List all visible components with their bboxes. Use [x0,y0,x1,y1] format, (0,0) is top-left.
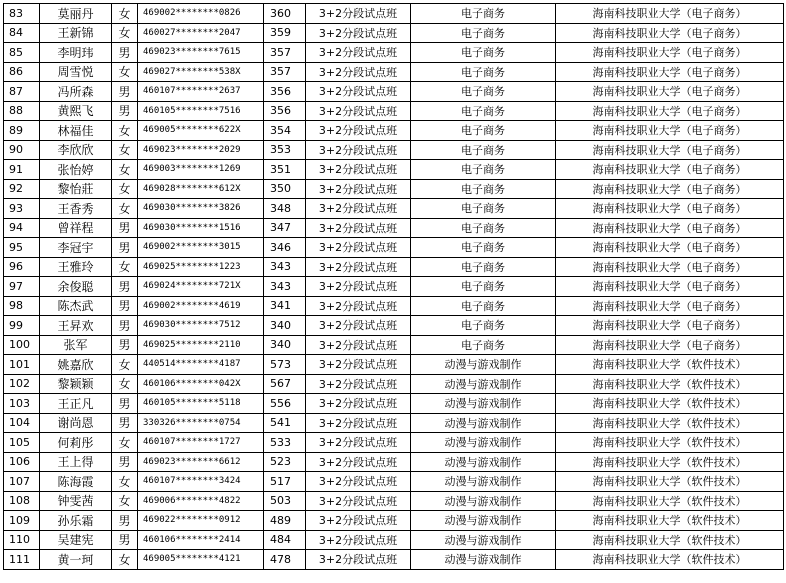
major-cell: 电子商务 [411,62,556,82]
class-type-cell: 3+2分段试点班 [306,43,411,63]
student-name-cell: 黎颖颖 [40,374,112,394]
id-number-cell: 460105********5118 [138,394,264,414]
class-type-cell: 3+2分段试点班 [306,472,411,492]
student-name-cell: 何莉彤 [40,433,112,453]
gender-cell: 女 [112,179,138,199]
major-cell: 电子商务 [411,277,556,297]
score-cell: 343 [264,277,306,297]
table-row [4,160,784,180]
seq-number-cell: 88 [4,101,40,121]
id-number-cell: 469025********2110 [138,335,264,355]
seq-number-cell: 97 [4,277,40,297]
id-number-cell: 469003********1269 [138,160,264,180]
score-cell: 360 [264,4,306,24]
student-name-cell: 余俊聪 [40,277,112,297]
university-cell: 海南科技职业大学（电子商务） [556,140,784,160]
gender-cell: 男 [112,394,138,414]
gender-cell: 男 [112,238,138,258]
major-cell: 动漫与游戏制作 [411,355,556,375]
university-cell: 海南科技职业大学（软件技术） [556,394,784,414]
student-name-cell: 姚嘉欣 [40,355,112,375]
score-cell: 484 [264,530,306,550]
student-name-cell: 陈杰武 [40,296,112,316]
gender-cell: 女 [112,355,138,375]
university-cell: 海南科技职业大学（软件技术） [556,433,784,453]
score-cell: 350 [264,179,306,199]
id-number-cell: 440514********4187 [138,355,264,375]
table-row [4,257,784,277]
id-number-cell: 469024********721X [138,277,264,297]
score-cell: 340 [264,316,306,336]
class-type-cell: 3+2分段试点班 [306,277,411,297]
table-row [4,296,784,316]
class-type-cell: 3+2分段试点班 [306,238,411,258]
student-name-cell: 孙乐霜 [40,511,112,531]
class-type-cell: 3+2分段试点班 [306,316,411,336]
major-cell: 电子商务 [411,43,556,63]
major-cell: 电子商务 [411,218,556,238]
table-row [4,550,784,570]
table-row [4,62,784,82]
gender-cell: 男 [112,218,138,238]
gender-cell: 女 [112,472,138,492]
student-name-cell: 李欣欣 [40,140,112,160]
id-number-cell: 460107********3424 [138,472,264,492]
score-cell: 356 [264,82,306,102]
table-row [4,43,784,63]
seq-number-cell: 106 [4,452,40,472]
university-cell: 海南科技职业大学（软件技术） [556,374,784,394]
score-cell: 353 [264,140,306,160]
seq-number-cell: 96 [4,257,40,277]
seq-number-cell: 98 [4,296,40,316]
table-row [4,452,784,472]
class-type-cell: 3+2分段试点班 [306,355,411,375]
student-name-cell: 吴建宪 [40,530,112,550]
gender-cell: 女 [112,491,138,511]
seq-number-cell: 93 [4,199,40,219]
major-cell: 电子商务 [411,160,556,180]
score-cell: 356 [264,101,306,121]
university-cell: 海南科技职业大学（电子商务） [556,257,784,277]
seq-number-cell: 92 [4,179,40,199]
student-name-cell: 王香秀 [40,199,112,219]
gender-cell: 男 [112,316,138,336]
id-number-cell: 469005********4121 [138,550,264,570]
seq-number-cell: 102 [4,374,40,394]
gender-cell: 女 [112,433,138,453]
class-type-cell: 3+2分段试点班 [306,101,411,121]
major-cell: 动漫与游戏制作 [411,491,556,511]
gender-cell: 男 [112,296,138,316]
id-number-cell: 469028********612X [138,179,264,199]
gender-cell: 男 [112,530,138,550]
major-cell: 动漫与游戏制作 [411,472,556,492]
score-cell: 556 [264,394,306,414]
table-row [4,121,784,141]
gender-cell: 男 [112,277,138,297]
major-cell: 动漫与游戏制作 [411,394,556,414]
university-cell: 海南科技职业大学（软件技术） [556,452,784,472]
seq-number-cell: 110 [4,530,40,550]
university-cell: 海南科技职业大学（电子商务） [556,82,784,102]
score-cell: 346 [264,238,306,258]
id-number-cell: 469027********538X [138,62,264,82]
student-name-cell: 黎怡莊 [40,179,112,199]
university-cell: 海南科技职业大学（电子商务） [556,218,784,238]
class-type-cell: 3+2分段试点班 [306,550,411,570]
student-name-cell: 陈海霞 [40,472,112,492]
score-cell: 341 [264,296,306,316]
major-cell: 动漫与游戏制作 [411,530,556,550]
student-name-cell: 王正凡 [40,394,112,414]
score-cell: 541 [264,413,306,433]
class-type-cell: 3+2分段试点班 [306,530,411,550]
class-type-cell: 3+2分段试点班 [306,23,411,43]
university-cell: 海南科技职业大学（软件技术） [556,550,784,570]
score-cell: 343 [264,257,306,277]
gender-cell: 女 [112,4,138,24]
class-type-cell: 3+2分段试点班 [306,394,411,414]
university-cell: 海南科技职业大学（电子商务） [556,335,784,355]
id-number-cell: 460027********2047 [138,23,264,43]
major-cell: 动漫与游戏制作 [411,433,556,453]
id-number-cell: 460106********2414 [138,530,264,550]
class-type-cell: 3+2分段试点班 [306,199,411,219]
score-cell: 478 [264,550,306,570]
seq-number-cell: 100 [4,335,40,355]
table-row [4,82,784,102]
major-cell: 动漫与游戏制作 [411,550,556,570]
major-cell: 电子商务 [411,238,556,258]
student-name-cell: 王昇欢 [40,316,112,336]
table-row [4,413,784,433]
score-cell: 354 [264,121,306,141]
major-cell: 动漫与游戏制作 [411,413,556,433]
class-type-cell: 3+2分段试点班 [306,218,411,238]
gender-cell: 男 [112,82,138,102]
table-row [4,511,784,531]
id-number-cell: 460107********1727 [138,433,264,453]
id-number-cell: 469023********2029 [138,140,264,160]
student-name-cell: 张怡婷 [40,160,112,180]
university-cell: 海南科技职业大学（软件技术） [556,511,784,531]
table-row [4,491,784,511]
table-row [4,101,784,121]
table-row [4,4,784,24]
id-number-cell: 460107********2637 [138,82,264,102]
class-type-cell: 3+2分段试点班 [306,452,411,472]
student-name-cell: 谢尚恩 [40,413,112,433]
major-cell: 电子商务 [411,179,556,199]
score-cell: 533 [264,433,306,453]
score-cell: 340 [264,335,306,355]
seq-number-cell: 94 [4,218,40,238]
score-cell: 351 [264,160,306,180]
table-row [4,433,784,453]
major-cell: 电子商务 [411,82,556,102]
gender-cell: 女 [112,257,138,277]
class-type-cell: 3+2分段试点班 [306,374,411,394]
student-name-cell: 曾祥程 [40,218,112,238]
table-row [4,199,784,219]
score-cell: 573 [264,355,306,375]
university-cell: 海南科技职业大学（电子商务） [556,179,784,199]
class-type-cell: 3+2分段试点班 [306,160,411,180]
university-cell: 海南科技职业大学（电子商务） [556,4,784,24]
student-name-cell: 黄熙飞 [40,101,112,121]
score-cell: 359 [264,23,306,43]
score-cell: 489 [264,511,306,531]
id-number-cell: 469023********6612 [138,452,264,472]
table-row [4,23,784,43]
seq-number-cell: 99 [4,316,40,336]
gender-cell: 女 [112,62,138,82]
table-row [4,277,784,297]
student-name-cell: 黄一珂 [40,550,112,570]
student-name-cell: 林福佳 [40,121,112,141]
university-cell: 海南科技职业大学（软件技术） [556,355,784,375]
score-cell: 523 [264,452,306,472]
university-cell: 海南科技职业大学（软件技术） [556,413,784,433]
university-cell: 海南科技职业大学（电子商务） [556,62,784,82]
seq-number-cell: 95 [4,238,40,258]
student-name-cell: 王上得 [40,452,112,472]
id-number-cell: 469025********1223 [138,257,264,277]
university-cell: 海南科技职业大学（电子商务） [556,121,784,141]
score-cell: 517 [264,472,306,492]
seq-number-cell: 107 [4,472,40,492]
table-row [4,394,784,414]
student-name-cell: 王雅玲 [40,257,112,277]
table-row [4,179,784,199]
university-cell: 海南科技职业大学（软件技术） [556,491,784,511]
major-cell: 动漫与游戏制作 [411,374,556,394]
gender-cell: 男 [112,452,138,472]
class-type-cell: 3+2分段试点班 [306,82,411,102]
university-cell: 海南科技职业大学（电子商务） [556,23,784,43]
id-number-cell: 469005********622X [138,121,264,141]
university-cell: 海南科技职业大学（电子商务） [556,316,784,336]
gender-cell: 女 [112,374,138,394]
seq-number-cell: 105 [4,433,40,453]
class-type-cell: 3+2分段试点班 [306,257,411,277]
score-cell: 348 [264,199,306,219]
table-row [4,355,784,375]
seq-number-cell: 108 [4,491,40,511]
id-number-cell: 469023********7615 [138,43,264,63]
id-number-cell: 469002********0826 [138,4,264,24]
table-row [4,218,784,238]
class-type-cell: 3+2分段试点班 [306,335,411,355]
gender-cell: 女 [112,199,138,219]
class-type-cell: 3+2分段试点班 [306,121,411,141]
seq-number-cell: 101 [4,355,40,375]
university-cell: 海南科技职业大学（电子商务） [556,296,784,316]
university-cell: 海南科技职业大学（软件技术） [556,472,784,492]
major-cell: 电子商务 [411,121,556,141]
gender-cell: 男 [112,335,138,355]
student-name-cell: 冯所森 [40,82,112,102]
major-cell: 电子商务 [411,296,556,316]
gender-cell: 男 [112,511,138,531]
major-cell: 电子商务 [411,101,556,121]
table-row [4,472,784,492]
gender-cell: 女 [112,23,138,43]
student-name-cell: 李明玮 [40,43,112,63]
class-type-cell: 3+2分段试点班 [306,491,411,511]
table-row [4,335,784,355]
class-type-cell: 3+2分段试点班 [306,140,411,160]
table-row [4,374,784,394]
id-number-cell: 460106********042X [138,374,264,394]
seq-number-cell: 87 [4,82,40,102]
roster-body [4,4,784,570]
admission-roster-table [3,3,784,570]
score-cell: 567 [264,374,306,394]
id-number-cell: 460105********7516 [138,101,264,121]
seq-number-cell: 104 [4,413,40,433]
class-type-cell: 3+2分段试点班 [306,413,411,433]
major-cell: 电子商务 [411,316,556,336]
seq-number-cell: 90 [4,140,40,160]
gender-cell: 男 [112,101,138,121]
score-cell: 357 [264,43,306,63]
gender-cell: 女 [112,121,138,141]
class-type-cell: 3+2分段试点班 [306,296,411,316]
id-number-cell: 469002********3015 [138,238,264,258]
class-type-cell: 3+2分段试点班 [306,4,411,24]
table-row [4,316,784,336]
gender-cell: 男 [112,43,138,63]
gender-cell: 女 [112,160,138,180]
id-number-cell: 469006********4822 [138,491,264,511]
major-cell: 电子商务 [411,257,556,277]
seq-number-cell: 109 [4,511,40,531]
university-cell: 海南科技职业大学（软件技术） [556,530,784,550]
university-cell: 海南科技职业大学（电子商务） [556,101,784,121]
major-cell: 电子商务 [411,23,556,43]
university-cell: 海南科技职业大学（电子商务） [556,277,784,297]
gender-cell: 女 [112,140,138,160]
table-row [4,530,784,550]
table-row [4,238,784,258]
seq-number-cell: 83 [4,4,40,24]
score-cell: 347 [264,218,306,238]
major-cell: 电子商务 [411,4,556,24]
major-cell: 动漫与游戏制作 [411,452,556,472]
major-cell: 电子商务 [411,335,556,355]
id-number-cell: 330326********0754 [138,413,264,433]
id-number-cell: 469030********1516 [138,218,264,238]
major-cell: 电子商务 [411,140,556,160]
seq-number-cell: 86 [4,62,40,82]
student-name-cell: 李冠宇 [40,238,112,258]
student-name-cell: 王新锦 [40,23,112,43]
seq-number-cell: 84 [4,23,40,43]
student-name-cell: 周雪悦 [40,62,112,82]
university-cell: 海南科技职业大学（电子商务） [556,199,784,219]
table-row [4,140,784,160]
student-name-cell: 钟雯茜 [40,491,112,511]
seq-number-cell: 111 [4,550,40,570]
class-type-cell: 3+2分段试点班 [306,433,411,453]
score-cell: 357 [264,62,306,82]
id-number-cell: 469030********7512 [138,316,264,336]
seq-number-cell: 103 [4,394,40,414]
student-name-cell: 莫丽丹 [40,4,112,24]
gender-cell: 女 [112,550,138,570]
score-cell: 503 [264,491,306,511]
seq-number-cell: 89 [4,121,40,141]
major-cell: 电子商务 [411,199,556,219]
seq-number-cell: 85 [4,43,40,63]
university-cell: 海南科技职业大学（电子商务） [556,238,784,258]
class-type-cell: 3+2分段试点班 [306,179,411,199]
id-number-cell: 469002********4619 [138,296,264,316]
university-cell: 海南科技职业大学（电子商务） [556,160,784,180]
id-number-cell: 469030********3826 [138,199,264,219]
class-type-cell: 3+2分段试点班 [306,62,411,82]
id-number-cell: 469022********0912 [138,511,264,531]
university-cell: 海南科技职业大学（电子商务） [556,43,784,63]
major-cell: 动漫与游戏制作 [411,511,556,531]
student-name-cell: 张军 [40,335,112,355]
class-type-cell: 3+2分段试点班 [306,511,411,531]
seq-number-cell: 91 [4,160,40,180]
gender-cell: 男 [112,413,138,433]
